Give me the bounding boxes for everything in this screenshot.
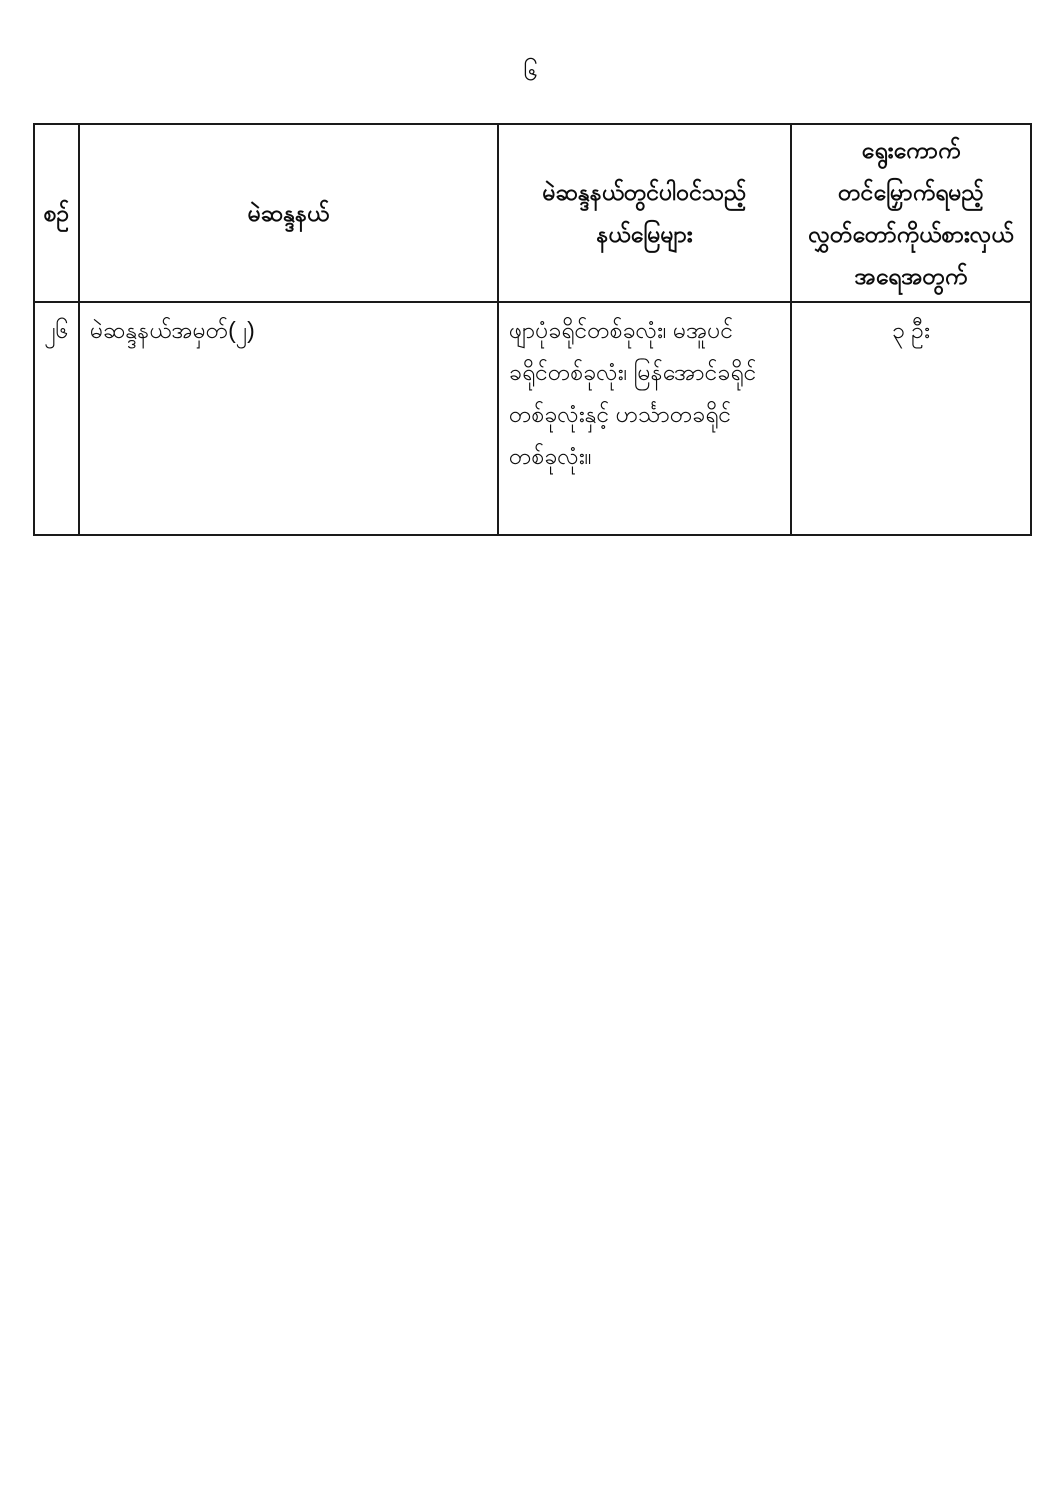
- constituency-table: [33, 123, 1032, 536]
- row-included-areas: ဖျာပုံခရိုင်တစ်ခုလုံး၊ မအူပင် ခရိုင်တစ်ခုလုံး၊ မြန်အောင်ခရိုင် တစ်ခုလုံးနှင့် ဟင်္သာတခရိုင် တစ်ခုလုံး။: [498, 302, 791, 535]
- header-areas: မဲဆန္ဒနယ်တွင်ပါဝင်သည့် နယ်မြေများ: [498, 124, 791, 302]
- header-representatives: ရွေးကောက် တင်မြှောက်ရမည့် လွှတ်တော်ကိုယ်စားလှယ် အရေအတွက်: [791, 124, 1031, 302]
- row-serial-number: ၂၆: [34, 302, 79, 535]
- header-constituency: မဲဆန္ဒနယ်: [79, 124, 498, 302]
- row-constituency-name: မဲဆန္ဒနယ်အမှတ်(၂): [79, 302, 498, 535]
- table-header-row: [34, 124, 1031, 302]
- header-serial: စဉ်: [34, 124, 79, 302]
- page-number: ၆: [523, 56, 538, 86]
- table-header: [34, 124, 1031, 302]
- row-representatives-count: ၃ ဦး: [791, 302, 1031, 535]
- table-row: [34, 302, 1031, 535]
- table-body: [34, 302, 1031, 535]
